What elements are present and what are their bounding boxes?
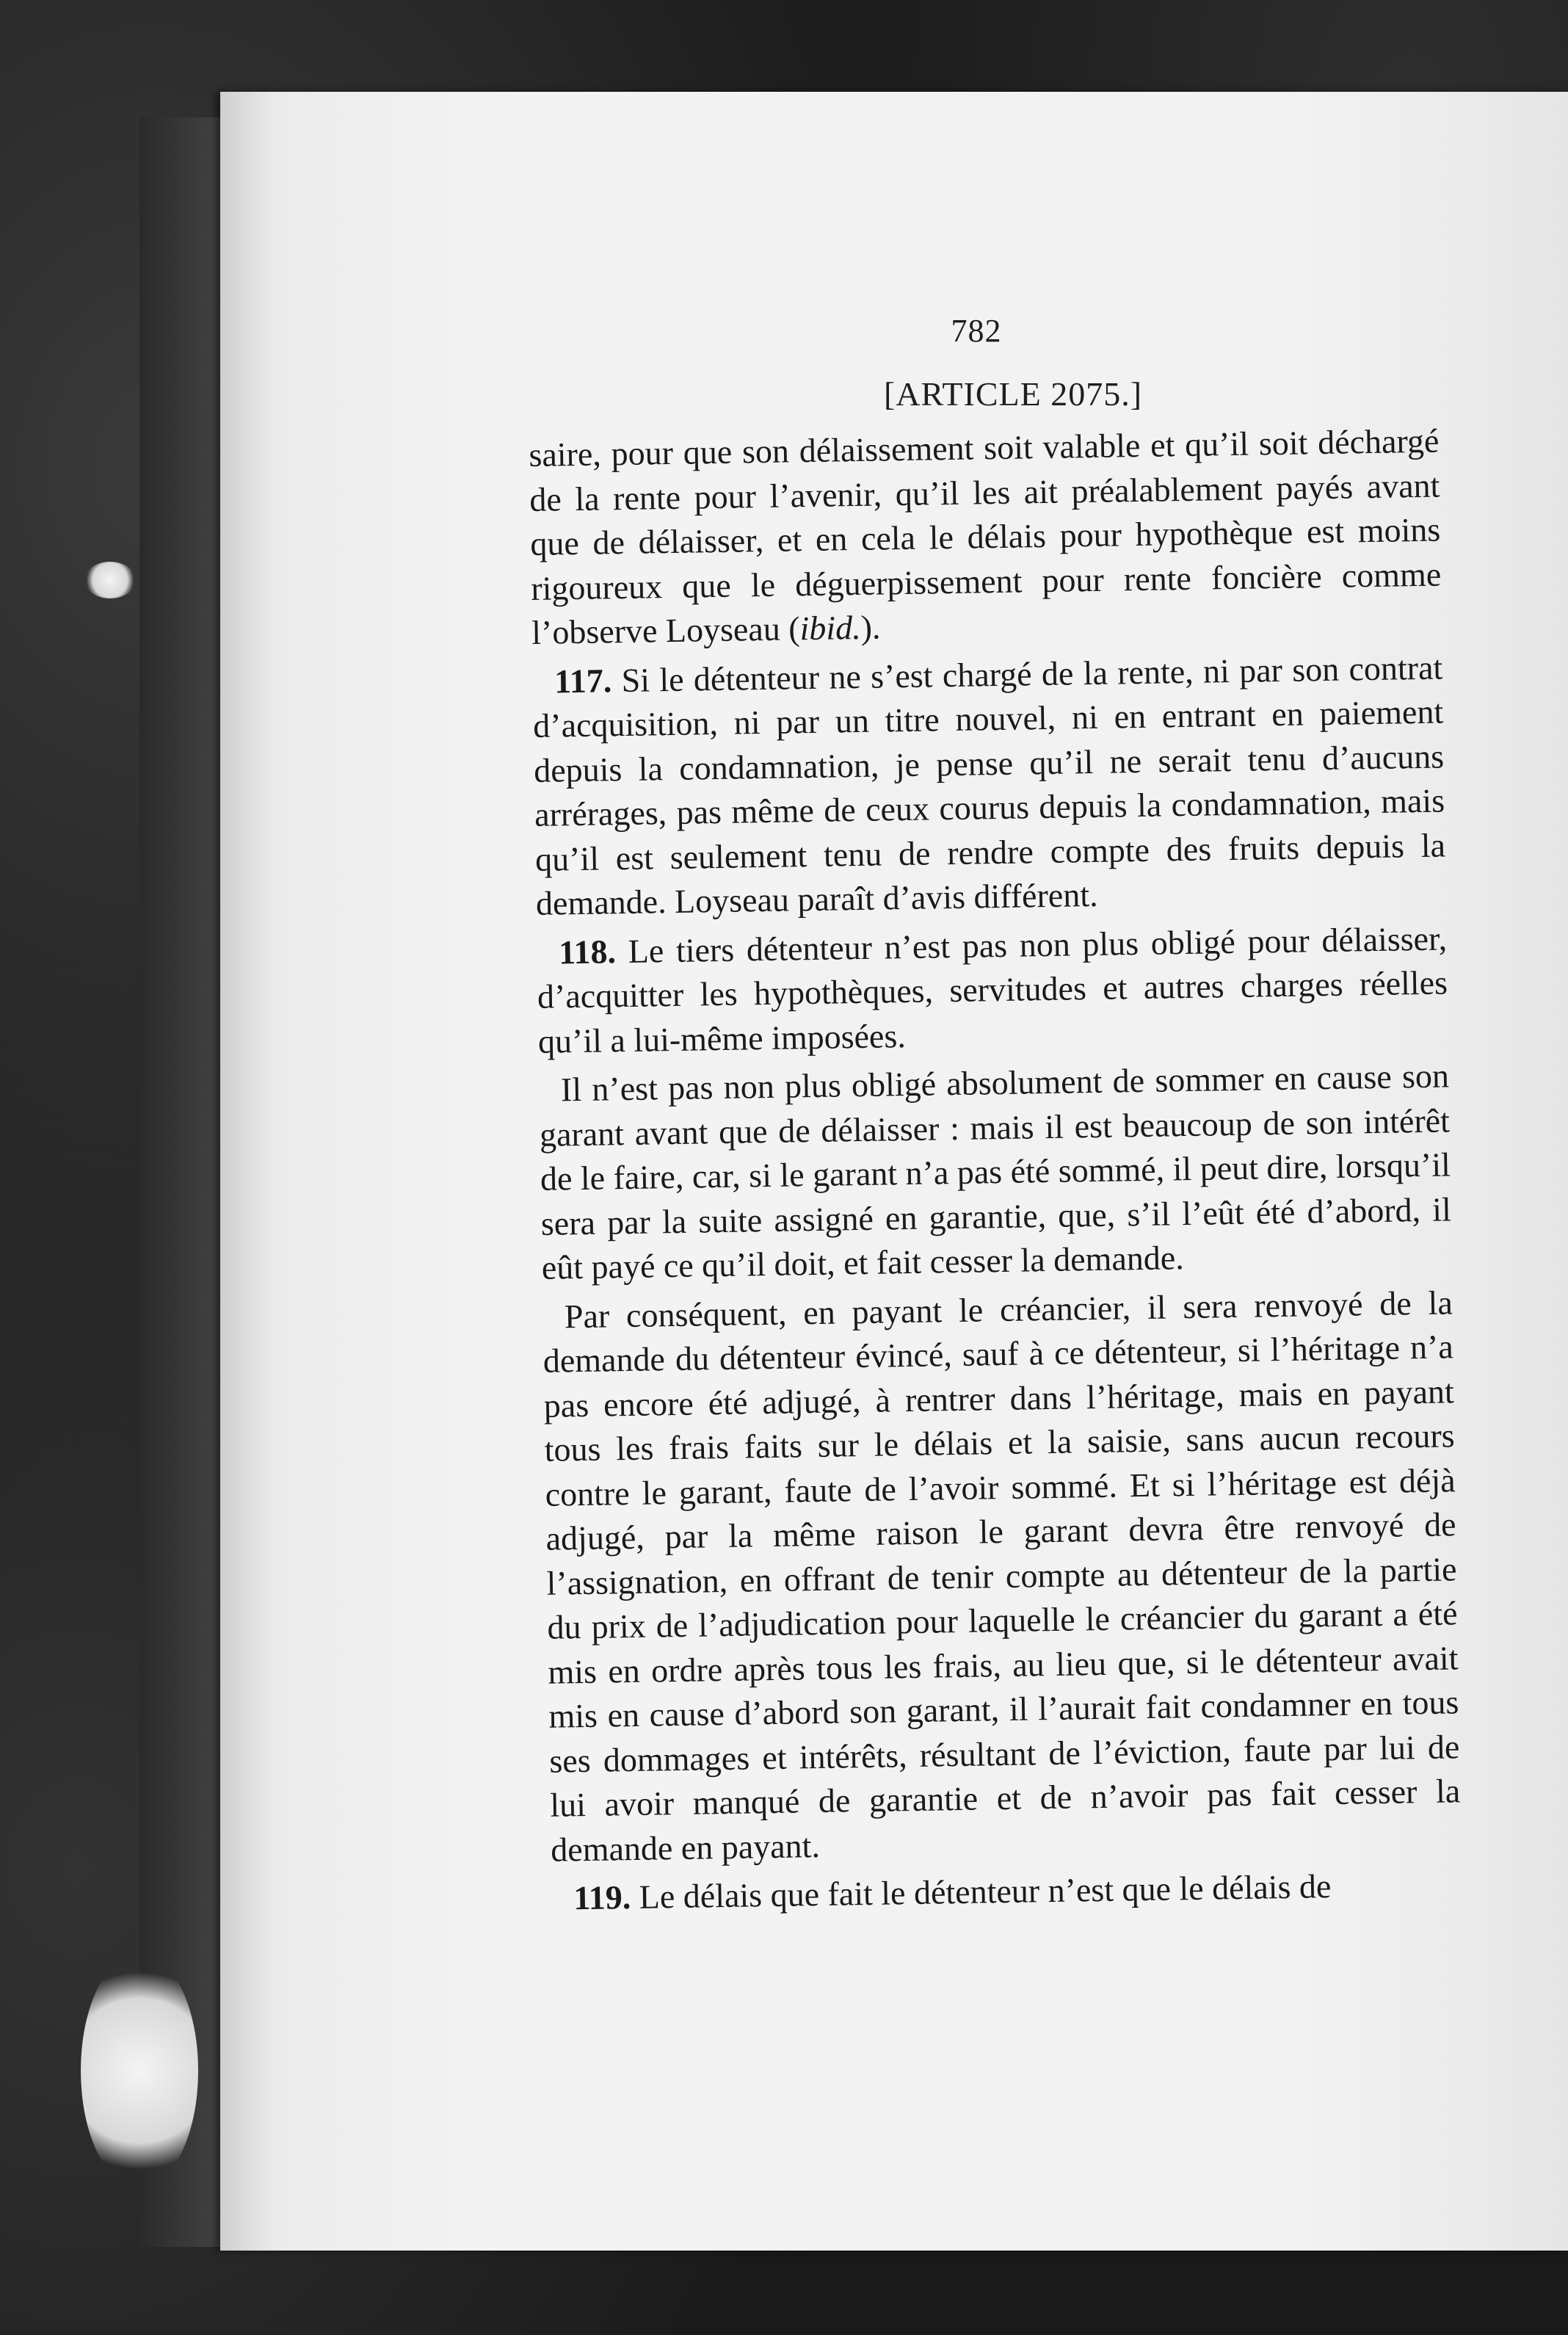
page-damage <box>81 1953 198 2188</box>
paragraph-garant <box>539 1054 1453 1290</box>
paragraph-text: Si le détenteur ne s’est chargé de la rente, ni par son contrat d’acquisition, ni par un titre nouvel, ni en entrant en paiement depuis la condamnation, je pense qu’il ne serait tenu d’aucuns arrérages, pas même de ceux courus depuis la condamnation, mais qu’il est seulement tenu de rendre compte des fruits depuis la demande. Loyseau paraît d’avis différent. <box>532 648 1446 922</box>
paragraph-text: Le délais que fait le détenteur n’est que le délais de <box>639 1867 1332 1916</box>
paragraph-text: Par conséquent, en payant le créancier, il sera renvoyé de la demande du détenteur évincé, sauf à ce détenteur, si l’héritage n’a pas encore été adjugé, à rentrer dans l’héritage, mais en payant tous les frais faits sur le délais et la saisie, sans aucun recours contre le garant, faute de l’avoir sommé. Et si l’héritage est déjà adjugé, par la même raison le garant devra être renvoyé de l’assignation, en offrant de tenir compte au détenteur de la partie du prix de l’adjudication pour laquelle le créancier du garant a été mis en ordre après tous les frais, au lieu que, si le détenteur avait mis en cause d’abord son garant, il l’aurait fait condamner en tous ses dommages et intérêts, résultant de l’éviction, faute par lui de lui avoir manqué de garantie et de n’avoir pas fait cesser la demande en payant. <box>542 1283 1461 1869</box>
paragraph-118 <box>537 916 1449 1064</box>
citation-ibid: ibid. <box>799 608 861 648</box>
paragraph-117 <box>532 645 1447 926</box>
paragraph-number: 119. <box>573 1878 631 1917</box>
paragraph-number: 118. <box>558 932 617 971</box>
paragraph-text: Le tiers détenteur n’est pas non plus obligé pour délaisser, d’acquitter les hypothèques, servitudes et autres charges réelles qu’il a lui-même imposées. <box>537 919 1448 1060</box>
paragraph-text: Il n’est pas non plus obligé absolument de sommer en cause son garant avant que de délaisser : mais il est beaucoup de son intérêt de le faire, car, si le garant n’a pas été sommé, il peut dire, lorsqu’il sera par la suite assigné en garantie, que, s’il l’eût été d’abord, il eût payé ce qu’il doit, et fait cesser la demande. <box>539 1057 1452 1286</box>
page-smudge <box>84 562 136 598</box>
paragraph-text-before: saire, pour que son délaissement soit valable et qu’il soit déchargé de la rente pour l’avenir, qu’il les ait préalablement payés avant que de délaisser, et en cela le délais pour hypothèque est moins rigoureux que le déguerpissement pour rente foncière comme l’observe Loyseau ( <box>529 421 1442 651</box>
article-header: [ARTICLE 2075.] <box>883 375 1143 413</box>
page-number: 782 <box>951 313 1002 349</box>
paragraph-number: 117. <box>553 661 612 700</box>
paragraph-text-after: ). <box>860 608 881 646</box>
page-body <box>529 419 1462 1922</box>
paragraph-consequence <box>542 1281 1461 1872</box>
paragraph-continuation <box>529 419 1442 656</box>
